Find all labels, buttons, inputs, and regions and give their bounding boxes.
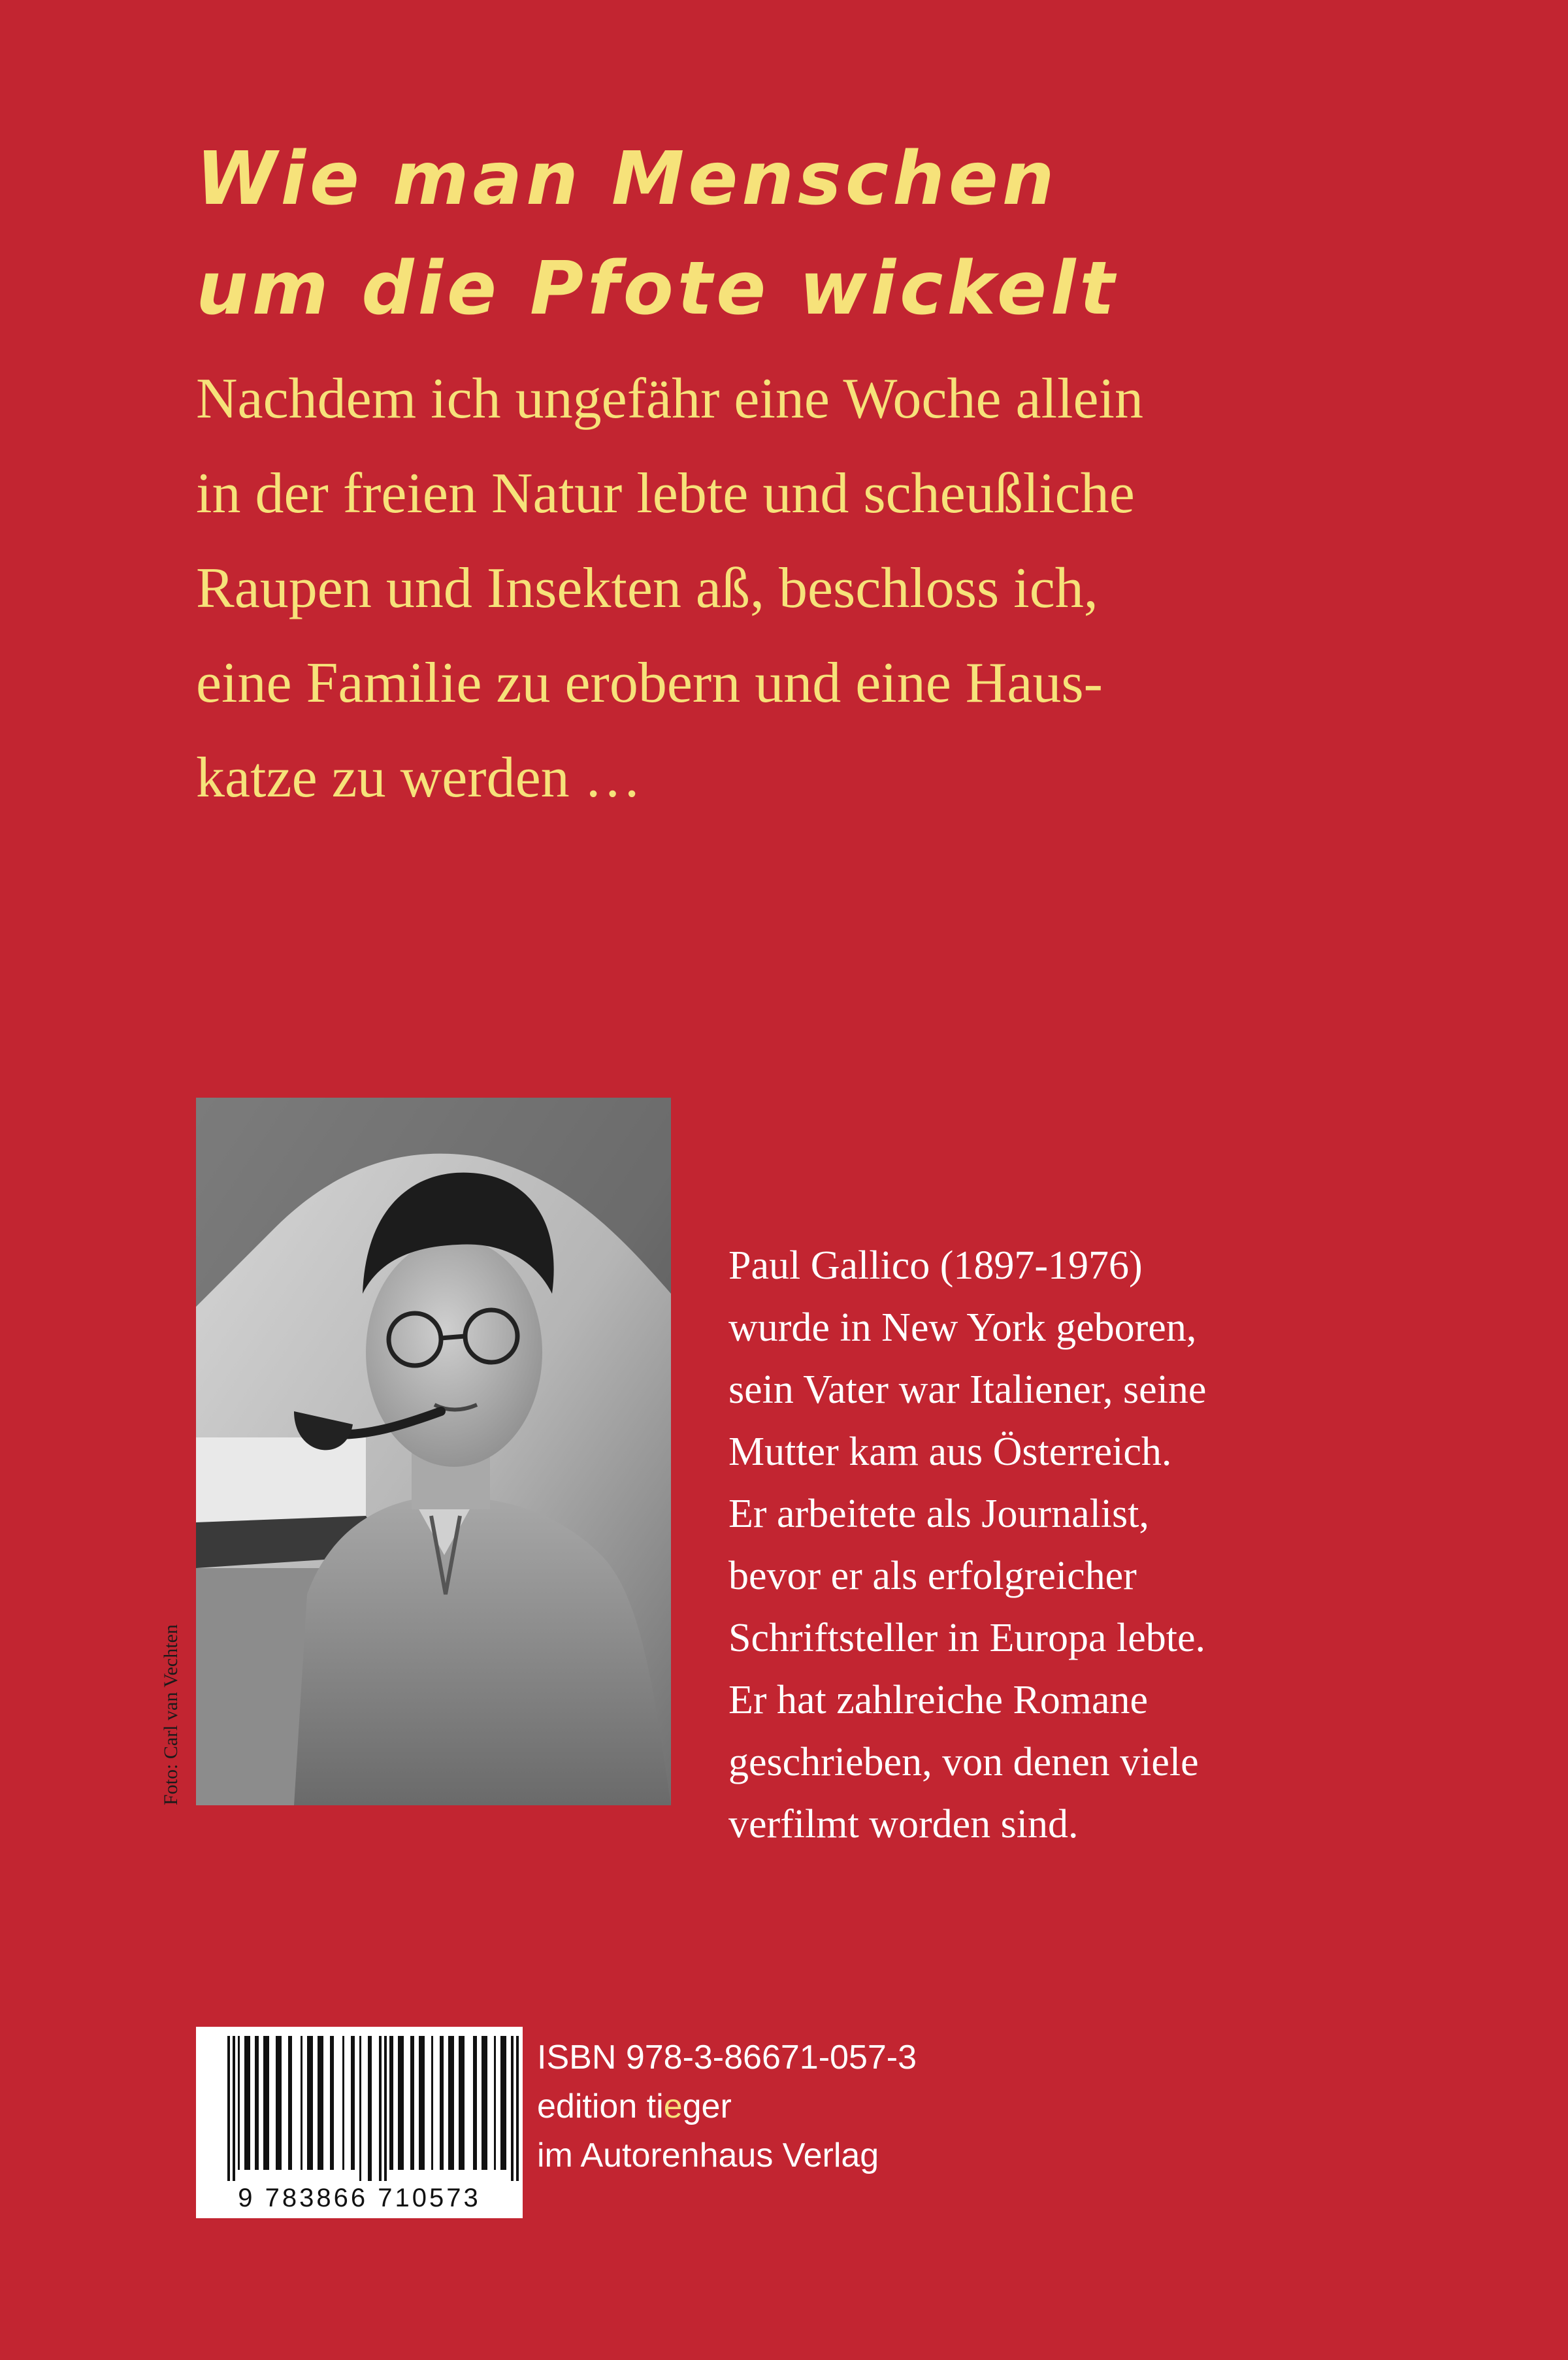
blurb-line: in der freien Natur lebte und scheußliche (196, 462, 1135, 525)
barcode-bar (511, 2036, 514, 2181)
barcode-bar (359, 2036, 361, 2181)
bio-line: Schriftsteller in Europa lebte. (728, 1616, 1205, 1660)
author-bio (728, 1235, 1480, 1856)
barcode-bar (318, 2036, 323, 2170)
tagline-line-2: um die Pfote wickelt (196, 246, 1119, 331)
barcode-bar (263, 2036, 269, 2170)
barcode-bar (351, 2036, 355, 2170)
barcode-bar (459, 2036, 465, 2170)
author-portrait-image (196, 1098, 671, 1805)
barcode-bar (398, 2036, 404, 2170)
edition-highlight: e (663, 2088, 683, 2125)
edition-suffix: ger (682, 2088, 732, 2125)
barcode-bar (368, 2036, 372, 2181)
bio-line: Paul Gallico (1897-1976) (728, 1243, 1143, 1288)
blurb-text (196, 352, 1372, 825)
barcode-bar (431, 2036, 433, 2170)
bio-line: bevor er als erfolgreicher (728, 1554, 1137, 1598)
publisher-house: im Autorenhaus Verlag (537, 2137, 879, 2174)
publisher-info (537, 2033, 1125, 2180)
barcode-digits: 9 783866 710573 (238, 2184, 481, 2212)
barcode-bar (410, 2036, 414, 2170)
blurb-line: Nachdem ich ungefähr eine Woche allein (196, 367, 1143, 431)
barcode-bar (500, 2036, 506, 2170)
barcode-bar (440, 2036, 444, 2170)
barcode-bar (255, 2036, 259, 2170)
barcode-bar (379, 2036, 382, 2181)
barcode-bar (516, 2036, 519, 2181)
bio-line: geschrieben, von denen viele (728, 1740, 1199, 1784)
barcode-bar (448, 2036, 454, 2170)
author-photo (196, 1098, 671, 1805)
barcode-bar (389, 2036, 393, 2170)
barcode-bar (384, 2036, 387, 2181)
blurb-line: eine Familie zu erobern und eine Haus- (196, 651, 1103, 715)
edition-name (537, 2082, 1125, 2131)
edition-prefix: edition ti (537, 2088, 664, 2125)
isbn-barcode (196, 2027, 523, 2218)
bio-line: Mutter kam aus Österreich. (728, 1430, 1172, 1474)
barcode-bar (244, 2036, 250, 2170)
barcode-bar (482, 2036, 487, 2170)
barcode-bar (301, 2036, 302, 2170)
blurb-line: katze zu werden … (196, 746, 642, 810)
barcode-bar (276, 2036, 282, 2170)
bio-line: verfilmt worden sind. (728, 1802, 1079, 1846)
barcode-bar (227, 2036, 230, 2181)
barcode-bar (342, 2036, 344, 2170)
barcode-bar (233, 2036, 235, 2181)
bio-line: Er arbeitete als Journalist, (728, 1492, 1149, 1536)
blurb-line: Raupen und Insekten aß, beschloss ich, (196, 557, 1098, 620)
isbn-number: ISBN 978-3-86671-057-3 (537, 2039, 917, 2076)
tagline-line-1: Wie man Menschen (196, 137, 1058, 221)
barcode-bar (238, 2036, 240, 2170)
barcode-bar (473, 2036, 477, 2170)
bio-line: sein Vater war Italiener, seine (728, 1368, 1207, 1412)
bio-line: wurde in New York geboren, (728, 1305, 1197, 1350)
tagline (196, 124, 1437, 344)
photo-credit: Foto: Carl van Vechten (160, 1624, 182, 1805)
barcode-bar (288, 2036, 292, 2170)
barcode-bar (494, 2036, 496, 2170)
barcode-bar (330, 2036, 334, 2170)
barcode-bar (419, 2036, 425, 2170)
bio-line: Er hat zahlreiche Romane (728, 1678, 1149, 1722)
barcode-bars (196, 2027, 523, 2184)
barcode-bar (307, 2036, 313, 2170)
